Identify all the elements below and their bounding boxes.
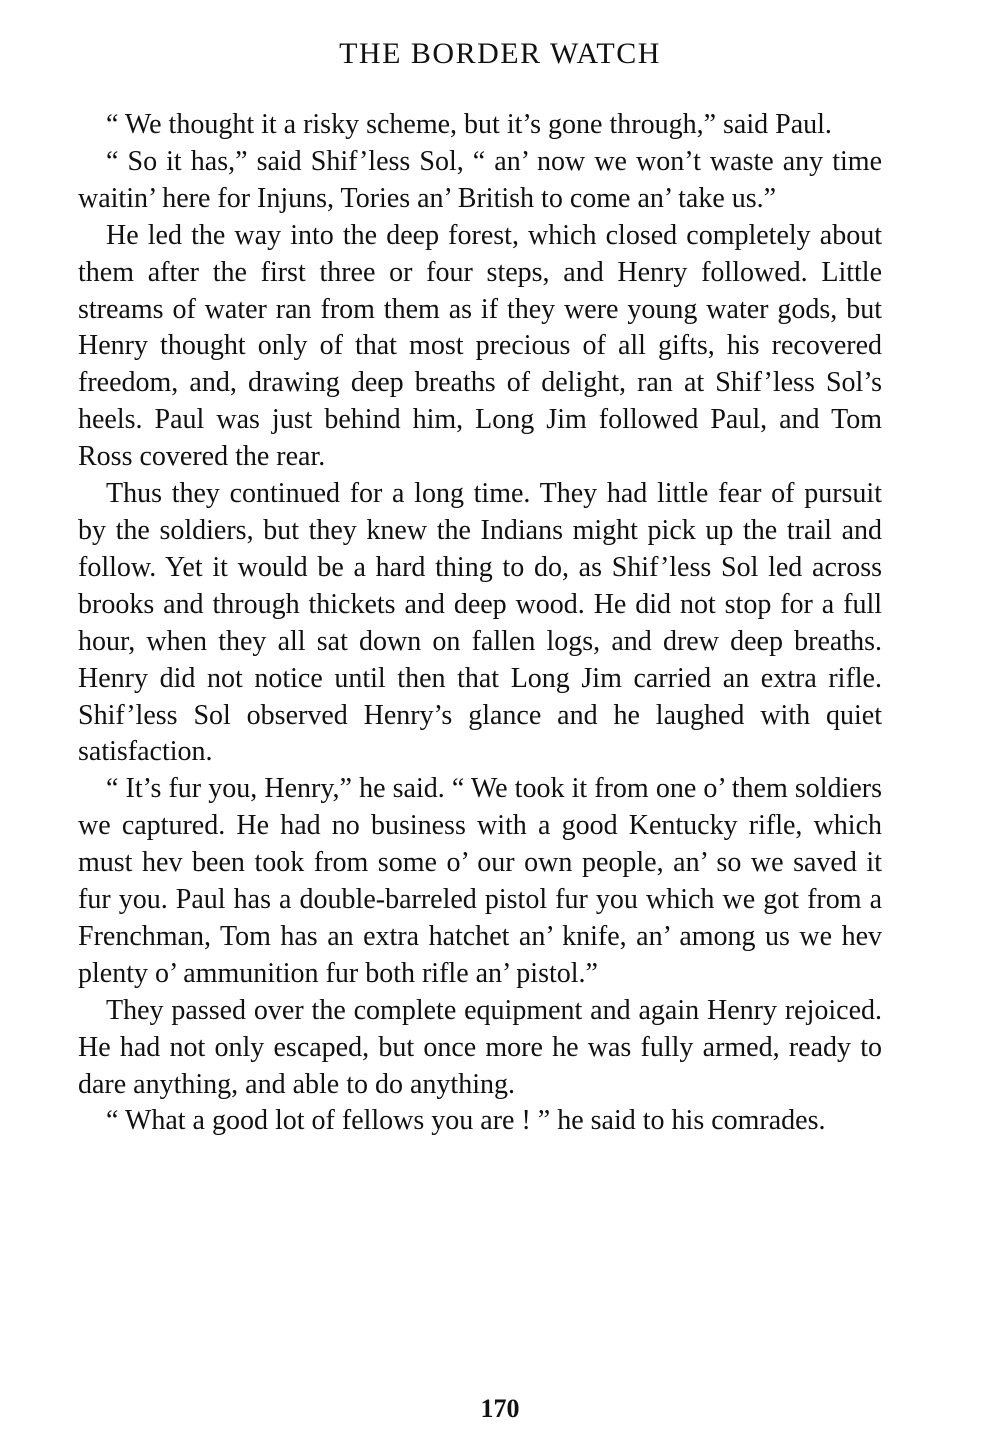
paragraph-4: Thus they continued for a long time. They had little fear of pursuit by the soldiers, but they knew the Indians might pick up the trail and follow. Yet it would be a hard thing to do, as Shif’less Sol led across brooks and through thickets and deep wood. He did not stop for a full hour, when they all sat down on fallen logs, and drew deep breaths. Henry did not notice until then that Long Jim carried an extra rifle. Shif’less Sol observed Henry’s glance and he laughed with quiet satisfaction. [78, 478, 882, 768]
paragraph-7: “ What a good lot of fellows you are ! ” he said to his comrades. [106, 1105, 826, 1137]
running-title: THE BORDER WATCH [339, 37, 661, 70]
body-text [78, 107, 882, 1140]
paragraph-6: They passed over the complete equipment and again Henry rejoiced. He had not only escaped, but once more he was fully armed, ready to dare anything, and able to do anything. [78, 994, 882, 1100]
paragraph-3: He led the way into the deep forest, which closed completely about them after the first three or four steps, and Henry followed. Little streams of water ran from them as if they were young water gods, but Henry thought only of that most precious of all gifts, his recovered freedom, and, drawing deep breaths of delight, ran at Shif’less Sol’s heels. Paul was just behind him, Long Jim followed Paul, and Tom Ross covered the rear. [78, 219, 882, 473]
paragraph-2: “ So it has,” said Shif’less Sol, “ an’ now we won’t waste any time waitin’ here for Injuns, Tories an’ British to come an’ take us.” [78, 145, 882, 214]
paragraph-1: “ We thought it a risky scheme, but it’s gone through,” said Paul. [106, 109, 832, 140]
paragraph-5: “ It’s fur you, Henry,” he said. “ We took it from one o’ them soldiers we captured. He had no business with a good Kentucky rifle, which must hev been took from some o’ our own people, an’ so we saved it fur you. Paul has a double-barreled pistol fur you which we got from a Frenchman, Tom has an extra hatchet an’ knife, an’ among us we hev plenty o’ ammunition fur both rifle an’ pistol.” [78, 773, 882, 989]
page-number: 170 [480, 1394, 520, 1423]
